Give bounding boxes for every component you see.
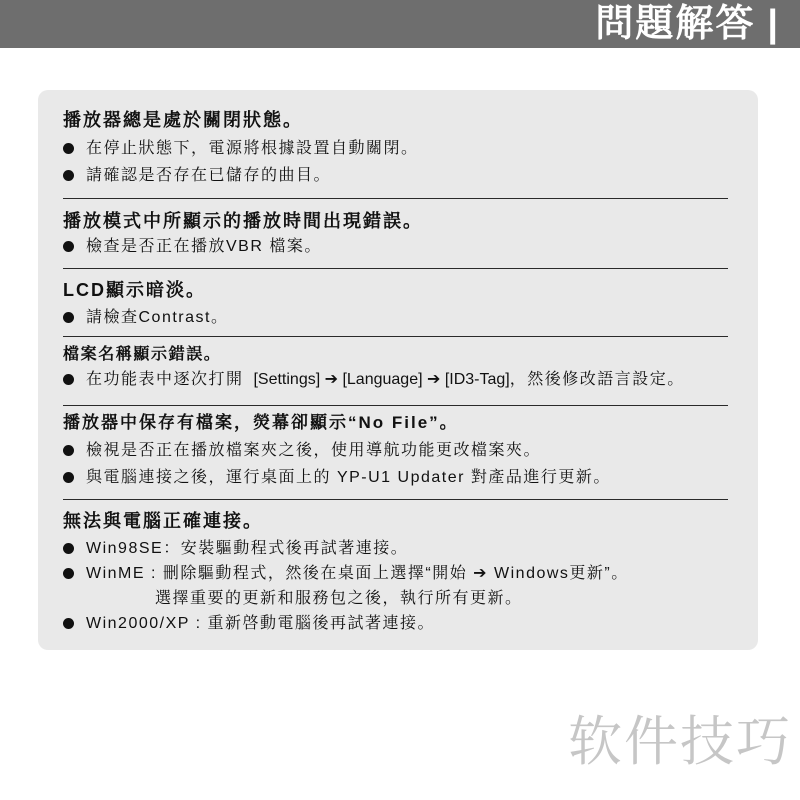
answer-item — [63, 537, 408, 561]
bullet-icon — [63, 618, 74, 629]
answer-item — [63, 439, 541, 463]
answer-item — [63, 306, 228, 330]
answer-item — [63, 562, 629, 586]
question-heading-6: 無法與電腦正確連接。 — [63, 511, 263, 531]
faq-panel — [38, 90, 758, 650]
bullet-icon — [63, 445, 74, 456]
answer-text-continuation: 選擇重要的更新和服務包之後，執行所有更新。 — [155, 590, 523, 607]
question-heading-1: 播放器總是處於關閉狀態。 — [63, 110, 303, 130]
bullet-icon — [63, 170, 74, 181]
section-divider — [63, 405, 728, 406]
header-bar — [0, 0, 800, 48]
question-heading-5: 播放器中保存有檔案，熒幕卻顯示“No File”。 — [63, 413, 459, 432]
answer-item — [63, 235, 322, 259]
bullet-icon — [63, 143, 74, 154]
bullet-icon — [63, 374, 74, 385]
header-divider: | — [767, 3, 778, 45]
answer-text: WinME : 刪除驅動程式，然後在桌面上選擇“開始 ➔ Windows更新”。 — [86, 565, 629, 582]
section-divider — [63, 268, 728, 269]
answer-text: 請確認是否存在已儲存的曲目。 — [86, 167, 332, 184]
page-title: 問題解答 — [595, 3, 756, 45]
answer-text: 請檢查Contrast。 — [86, 309, 229, 326]
bullet-icon — [63, 312, 74, 323]
answer-text: Win98SE：安裝驅動程式後再試著連接。 — [86, 540, 409, 557]
bullet-icon — [63, 543, 74, 554]
section-divider — [63, 499, 728, 500]
question-heading-4: 檔案名稱顯示錯誤。 — [63, 346, 222, 363]
answer-item — [63, 612, 435, 636]
question-heading-3: LCD顯示暗淡。 — [63, 280, 206, 300]
answer-text-suffix: ，然後修改語言設定。 — [509, 371, 685, 388]
answer-text: 與電腦連接之後，運行桌面上的 YP-U1 Updater 對產品進行更新。 — [86, 469, 611, 486]
answer-text: 在功能表中逐次打開 — [86, 371, 250, 388]
watermark: 软件技巧 — [568, 712, 792, 772]
bullet-icon — [63, 241, 74, 252]
bullet-icon — [63, 568, 74, 579]
answer-item — [63, 368, 685, 392]
answer-item — [63, 466, 611, 490]
question-heading-2: 播放模式中所顯示的播放時間出現錯誤。 — [63, 211, 423, 231]
answer-text: 檢查是否正在播放VBR 檔案。 — [86, 238, 322, 255]
menu-path: [Settings] ➔ [Language] ➔ [ID3-Tag] — [253, 371, 510, 388]
answer-text: Win2000/XP : 重新啓動電腦後再試著連接。 — [86, 615, 435, 632]
header-title-group — [595, 0, 778, 48]
section-divider — [63, 198, 728, 199]
answer-text: 在停止狀態下，電源將根據設置自動關閉。 — [86, 140, 419, 157]
bullet-icon — [63, 472, 74, 483]
section-divider — [63, 336, 728, 337]
answer-item — [63, 164, 331, 188]
answer-item — [63, 137, 419, 161]
answer-text: 檢視是否正在播放檔案夾之後，使用導航功能更改檔案夾。 — [86, 442, 542, 459]
